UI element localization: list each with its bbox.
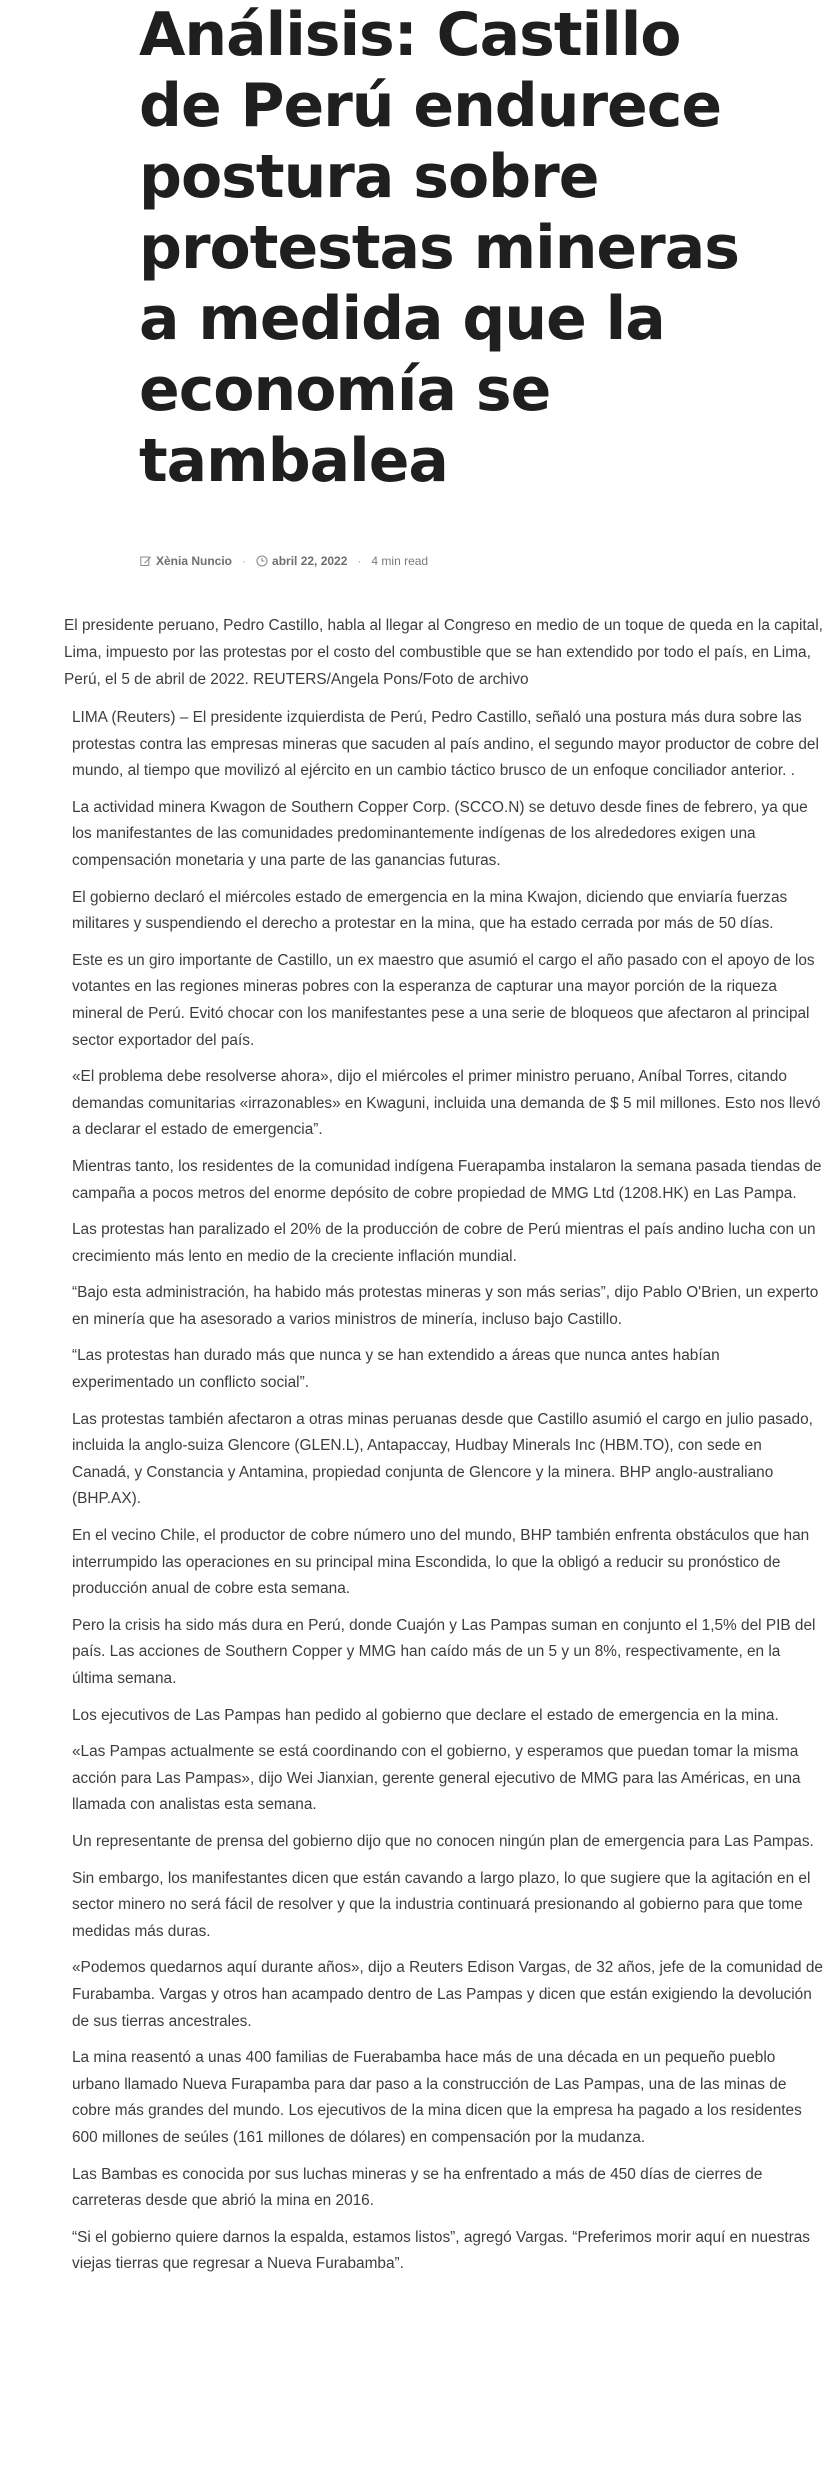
article-paragraph: “Si el gobierno quiere darnos la espalda, estamos listos”, agregó Vargas. “Preferimos morir aquí en nuestras viejas tierras que regresar a Nueva Furabamba”.	[72, 2228, 810, 2273]
clock-icon	[256, 555, 268, 567]
meta-separator: ·	[242, 554, 247, 568]
article-paragraph: En el vecino Chile, el productor de cobre número uno del mundo, BHP también enfrenta obstáculos que han interrumpido las operaciones en su principal mina Escondida, lo que la obligó a reducir su pronóstico de producción anual de cobre esta semana.	[72, 1527, 810, 1598]
article-paragraph: Los ejecutivos de Las Pampas han pedido al gobierno que declare el estado de emergencia en la mina.	[72, 1706, 779, 1724]
article-paragraph: Mientras tanto, los residentes de la comunidad indígena Fuerapamba instalaron la semana pasada tiendas de campaña a pocos metros del enorme depósito de cobre propiedad de MMG Ltd (1208.HK) en Las Pampa.	[72, 1157, 822, 1202]
article-meta	[140, 551, 428, 571]
article-paragraph: La actividad minera Kwagon de Southern Copper Corp. (SCCO.N) se detuvo desde fines de febrero, ya que los manifestantes de las comunidades predominantemente indígenas de los alrededores exigen una compensación monetaria y una parte de las ganancias futuras.	[72, 798, 808, 869]
article-paragraph: Las protestas también afectaron a otras minas peruanas desde que Castillo asumió el cargo en julio pasado, incluida la anglo-suiza Glencore (GLEN.L), Antapaccay, Hudbay Minerals Inc (HBM.TO), con sede en Canadá, y Constancia y Antamina, propiedad conjunta de Glencore y la minera. BHP anglo-australiano (BHP.AX).	[72, 1410, 813, 1508]
article-paragraph: “Bajo esta administración, ha habido más protestas mineras y son más serias”, dijo Pablo O'Brien, un experto en minería que ha asesorado a varios ministros de minería, incluso bajo Castillo.	[72, 1284, 819, 1328]
read-time: 4 min read	[371, 554, 429, 568]
article-paragraph: “Las protestas han durado más que nunca y se han extendido a áreas que nunca antes habían experimentado un conflicto social”.	[72, 1347, 720, 1392]
article-paragraph: «El problema debe resolverse ahora», dijo el miércoles el primer ministro peruano, Aníbal Torres, citando demandas comunitarias «irrazonables» en Kwaguni, incluida una demanda de $ 5 mil millones. Esto nos llevó a declarar el estado de emergencia”.	[72, 1068, 821, 1139]
article-paragraph: Un representante de prensa del gobierno dijo que no conocen ningún plan de emergencia para Las Pampas.	[72, 1832, 814, 1850]
author-name: Xènia Nuncio	[156, 554, 233, 568]
article-paragraph: El gobierno declaró el miércoles estado de emergencia en la mina Kwajon, diciendo que enviaría fuerzas militares y suspendiendo el derecho a protestar en la mina, que ha estado cerrada por más de 50 días.	[72, 888, 788, 933]
article-paragraph: La mina reasentó a unas 400 familias de Fuerabamba hace más de una década en un pequeño pueblo urbano llamado Nueva Furapamba para dar paso a la construcción de Las Pampas, una de las minas de cobre más grandes del mundo. Los ejecutivos de la mina dicen que la empresa ha pagado a los residentes 600 millones de seúles (161 millones de dólares) en compensación por la mudanza.	[72, 2049, 802, 2146]
article-paragraph: «Podemos quedarnos aquí durante años», dijo a Reuters Edison Vargas, de 32 años, jefe de la comunidad de Furabamba. Vargas y otros han acampado dentro de Las Pampas y dicen que están exigiendo la devolución de sus tierras ancestrales.	[72, 1959, 823, 2030]
edit-icon	[140, 555, 152, 567]
date-link[interactable]	[256, 554, 347, 568]
article-paragraph: Las Bambas es conocida por sus luchas mineras y se ha enfrentado a más de 450 días de cierres de carreteras desde que abrió la mina en 2016.	[72, 2165, 763, 2210]
article-paragraph: Sin embargo, los manifestantes dicen que están cavando a largo plazo, lo que sugiere que la agitación en el sector minero no será fácil de resolver y que la industria continuará presionando al gobierno para que tome medidas más duras.	[72, 1869, 811, 1940]
article-title: Análisis: Castillo de Perú endurece postura sobre protestas mineras a medida que la economía se tambalea	[139, 0, 739, 496]
image-caption: El presidente peruano, Pedro Castillo, habla al llegar al Congreso en medio de un toque de queda en la capital, Lima, impuesto por las protestas por el costo del combustible que se han extendido por todo el país, en Lima, Perú, el 5 de abril de 2022. REUTERS/Angela Pons/Foto de archivo	[64, 617, 823, 688]
author-link[interactable]	[140, 554, 232, 568]
article-paragraph: Pero la crisis ha sido más dura en Perú, donde Cuajón y Las Pampas suman en conjunto el 1,5% del PIB del país. Las acciones de Southern Copper y MMG han caído más de un 5 y un 8%, respectivamente, en la última semana.	[72, 1616, 816, 1687]
article-paragraph: LIMA (Reuters) – El presidente izquierdista de Perú, Pedro Castillo, señaló una postura más dura sobre las protestas contra las empresas mineras que sacuden al país andino, el segundo mayor productor de cobre del mundo, al tiempo que movilizó al ejército en un cambio táctico brusco de un enfoque conciliador anterior. .	[72, 709, 819, 780]
article-body	[72, 705, 824, 2288]
publish-date: abril 22, 2022	[272, 554, 348, 568]
article-paragraph: Las protestas han paralizado el 20% de la producción de cobre de Perú mientras el país andino lucha con un crecimiento más lento en medio de la creciente inflación mundial.	[72, 1221, 816, 1265]
article-paragraph: Este es un giro importante de Castillo, un ex maestro que asumió el cargo el año pasado con el apoyo de los votantes en las regiones mineras pobres con la esperanza de capturar una mayor porción de la riqueza mineral de Perú. Evitó chocar con los manifestantes pese a una serie de bloqueos que afectaron al principal sector exportador del país.	[72, 951, 815, 1049]
meta-separator: ·	[357, 554, 362, 568]
article-paragraph: «Las Pampas actualmente se está coordinando con el gobierno, y esperamos que puedan tomar la misma acción para Las Pampas», dijo Wei Jianxian, gerente general ejecutivo de MMG para las Américas, en una llamada con analistas esta semana.	[72, 1743, 801, 1814]
